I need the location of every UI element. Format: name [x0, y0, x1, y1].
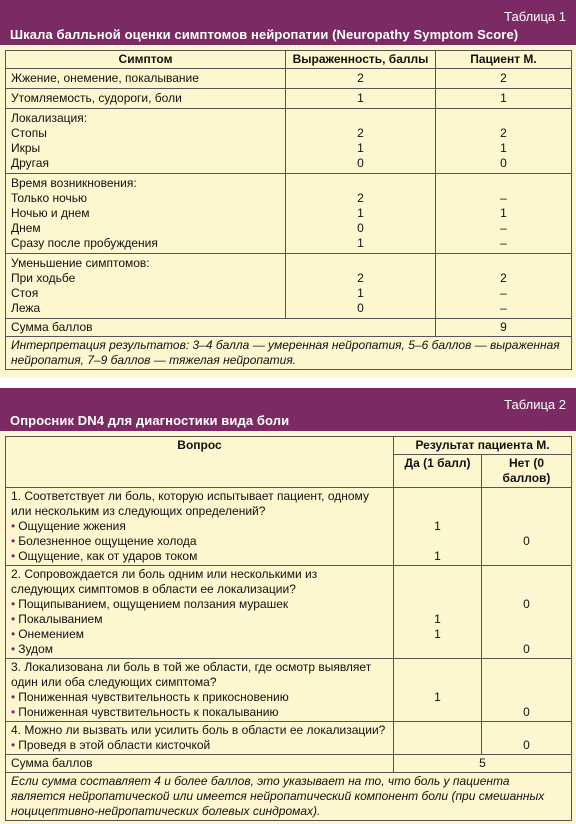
- col-header-question: Вопрос: [6, 437, 394, 488]
- symptom-cell: [6, 89, 286, 109]
- patient-value: 1: [500, 91, 507, 105]
- patient-value: [441, 256, 566, 271]
- spacer: [399, 582, 476, 597]
- patient-value: 2: [500, 271, 507, 285]
- question-row: [6, 488, 572, 566]
- yes-cell: [394, 659, 482, 722]
- patient-value: 0: [500, 156, 507, 170]
- symptom-line: Сразу после пробуждения: [11, 236, 158, 250]
- severity-value: 2: [357, 191, 364, 205]
- col-header-result: Результат пациента М.: [394, 437, 572, 455]
- spacer: [487, 567, 566, 582]
- yes-value: [399, 642, 476, 657]
- spacer: [487, 675, 566, 690]
- col-header-patient: Пациент М.: [436, 51, 572, 69]
- symptom-line: Днем: [11, 221, 41, 235]
- option-item: [11, 549, 388, 564]
- bullet-icon: •: [11, 612, 16, 626]
- bullet-icon: •: [11, 642, 16, 656]
- no-value: 0: [523, 705, 530, 719]
- no-value: [487, 627, 566, 642]
- option-label: Пощипыванием, ощущением ползания мурашек: [18, 597, 289, 611]
- no-cell: [482, 488, 572, 566]
- table1-panel: [0, 0, 576, 378]
- yes-cell: [394, 488, 482, 566]
- symptom-line: Икры: [11, 141, 41, 155]
- question-row: [6, 722, 572, 755]
- severity-value: [291, 176, 430, 191]
- patient-value: 2: [500, 71, 507, 85]
- option-item: [11, 627, 388, 642]
- option-label: Болезненное ощущение холода: [18, 534, 197, 548]
- severity-value: 0: [357, 221, 364, 235]
- symptom-row: [6, 254, 572, 319]
- bullet-icon: •: [11, 705, 16, 719]
- spacer: [487, 489, 566, 504]
- severity-cell: [286, 89, 436, 109]
- symptom-line: Локализация:: [11, 111, 88, 125]
- option-label: Пониженная чувствительность к покалыванию: [18, 705, 279, 719]
- no-value: 0: [523, 738, 530, 752]
- yes-cell: [394, 566, 482, 659]
- table2-sum-value: 5: [394, 755, 572, 773]
- patient-value: 1: [500, 206, 507, 220]
- patient-cell: [436, 69, 572, 89]
- symptom-row: [6, 109, 572, 174]
- option-label: Зудом: [18, 642, 53, 656]
- option-label: Пониженная чувствительность к прикосновению: [18, 690, 289, 704]
- option-item: [11, 612, 388, 627]
- yes-value: 1: [434, 549, 441, 563]
- spacer: [399, 504, 476, 519]
- yes-value: 1: [434, 519, 441, 533]
- table1-header-bar: [0, 0, 576, 45]
- option-item: [11, 642, 388, 657]
- table1-interpretation-note: Интерпретация результатов: 3–4 балла — умеренная нейропатия, 5–6 баллов — выраженная нейропатия, 7–9 баллов — тяжелая нейропатия.: [6, 337, 572, 370]
- patient-value: 1: [500, 141, 507, 155]
- severity-value: 1: [357, 141, 364, 155]
- bullet-icon: •: [11, 738, 16, 752]
- patient-value: –: [500, 221, 507, 235]
- option-label: Проведя в этой области кисточкой: [18, 738, 211, 752]
- question-text-line: 4. Можно ли вызвать или усилить боль в области ее локализации?: [11, 723, 386, 737]
- no-cell: [482, 722, 572, 755]
- symptom-row: [6, 174, 572, 254]
- question-text-line: один или оба следующих симптома?: [11, 675, 217, 689]
- patient-value: [441, 111, 566, 126]
- symptom-line: Стопы: [11, 126, 47, 140]
- patient-value: [441, 176, 566, 191]
- dn4-questionnaire-table: [5, 436, 572, 821]
- option-item: [11, 705, 388, 720]
- severity-value: 1: [357, 206, 364, 220]
- symptom-line: Только ночью: [11, 191, 87, 205]
- table2-sum-label: Сумма баллов: [6, 755, 394, 773]
- table2-title: Опросник DN4 для диагностики вида боли: [10, 413, 290, 428]
- symptom-cell: [6, 109, 286, 174]
- col-header-severity: Выраженность, баллы: [286, 51, 436, 69]
- patient-value: –: [500, 301, 507, 315]
- yes-value: 1: [434, 612, 441, 626]
- question-row: [6, 659, 572, 722]
- symptom-line: Ночью и днем: [11, 206, 90, 220]
- option-item: [11, 690, 388, 705]
- table2-header-bar: [0, 388, 576, 431]
- patient-value: 2: [500, 126, 507, 140]
- option-label: Ощущение жжения: [18, 519, 126, 533]
- table2-number: Таблица 2: [504, 397, 566, 412]
- bullet-icon: •: [11, 597, 16, 611]
- severity-value: 1: [357, 236, 364, 250]
- question-text-line: следующих симптомов в области ее локализации?: [11, 582, 296, 596]
- bullet-icon: •: [11, 534, 16, 548]
- yes-value: [399, 738, 476, 753]
- symptom-cell: [6, 174, 286, 254]
- bullet-icon: •: [11, 519, 16, 533]
- symptom-line: Стоя: [11, 286, 39, 300]
- table1-number: Таблица 1: [504, 9, 566, 24]
- no-value: [487, 690, 566, 705]
- no-cell: [482, 659, 572, 722]
- option-item: [11, 738, 388, 753]
- col-header-no: Нет (0 баллов): [482, 455, 572, 488]
- bullet-icon: •: [11, 627, 16, 641]
- severity-value: 2: [357, 126, 364, 140]
- bullet-icon: •: [11, 690, 16, 704]
- option-label: Ощущение, как от ударов током: [18, 549, 198, 563]
- question-text-line: 1. Соответствует ли боль, которую испытывает пациент, одному: [11, 489, 369, 503]
- patient-value: –: [500, 191, 507, 205]
- col-header-yes: Да (1 балл): [394, 455, 482, 488]
- spacer: [399, 723, 476, 738]
- no-value: 0: [523, 534, 530, 548]
- severity-value: 1: [357, 91, 364, 105]
- table1-title: Шкала балльной оценки симптомов нейропатии (Neuropathy Symptom Score): [10, 27, 519, 42]
- question-text-line: 2. Сопровождается ли боль одним или несколькими из: [11, 567, 318, 581]
- symptom-cell: [6, 254, 286, 319]
- severity-value: 0: [357, 156, 364, 170]
- question-row: [6, 566, 572, 659]
- table1-sum-label: Сумма баллов: [6, 319, 436, 337]
- severity-value: 1: [357, 286, 364, 300]
- spacer: [487, 504, 566, 519]
- symptom-row: [6, 89, 572, 109]
- symptom-line: Лежа: [11, 301, 41, 315]
- severity-cell: [286, 109, 436, 174]
- no-cell: [482, 566, 572, 659]
- question-cell: [6, 566, 394, 659]
- spacer: [399, 660, 476, 675]
- question-text-line: или нескольким из следующих определений?: [11, 504, 266, 518]
- severity-value: 0: [357, 301, 364, 315]
- question-cell: [6, 488, 394, 566]
- severity-value: [291, 256, 430, 271]
- severity-cell: [286, 174, 436, 254]
- spacer: [399, 567, 476, 582]
- patient-cell: [436, 174, 572, 254]
- table2-panel: [0, 388, 576, 824]
- spacer: [399, 489, 476, 504]
- option-item: [11, 534, 388, 549]
- no-value: [487, 549, 566, 564]
- yes-value: [399, 597, 476, 612]
- symptom-line: При ходьбе: [11, 271, 76, 285]
- question-text-line: 3. Локализована ли боль в той же области, где осмотр выявляет: [11, 660, 372, 674]
- symptom-line: Другая: [11, 156, 49, 170]
- question-cell: [6, 659, 394, 722]
- no-value: [487, 612, 566, 627]
- yes-value: [399, 705, 476, 720]
- option-label: Покалыванием: [18, 612, 103, 626]
- no-value: [487, 519, 566, 534]
- severity-value: [291, 111, 430, 126]
- option-item: [11, 519, 388, 534]
- option-label: Онемением: [18, 627, 85, 641]
- yes-value: 1: [434, 627, 441, 641]
- question-cell: [6, 722, 394, 755]
- symptom-line: Уменьшение симптомов:: [11, 256, 150, 270]
- spacer: [487, 582, 566, 597]
- severity-cell: [286, 69, 436, 89]
- col-header-symptom: Симптом: [6, 51, 286, 69]
- spacer: [487, 660, 566, 675]
- patient-value: –: [500, 236, 507, 250]
- option-item: [11, 597, 388, 612]
- no-value: 0: [523, 642, 530, 656]
- patient-cell: [436, 254, 572, 319]
- table1-sum-value: 9: [436, 319, 572, 337]
- severity-value: 2: [357, 71, 364, 85]
- bullet-icon: •: [11, 549, 16, 563]
- patient-cell: [436, 89, 572, 109]
- severity-cell: [286, 254, 436, 319]
- yes-value: [399, 534, 476, 549]
- patient-cell: [436, 109, 572, 174]
- neuropathy-symptom-score-table: [5, 50, 572, 370]
- patient-value: –: [500, 286, 507, 300]
- symptom-cell: [6, 69, 286, 89]
- symptom-line: Утомляемость, судороги, боли: [11, 91, 182, 105]
- symptom-line: Жжение, онемение, покалывание: [11, 71, 199, 85]
- yes-cell: [394, 722, 482, 755]
- severity-value: 2: [357, 271, 364, 285]
- yes-value: 1: [434, 690, 441, 704]
- spacer: [487, 723, 566, 738]
- symptom-line: Время возникновения:: [11, 176, 137, 190]
- spacer: [399, 675, 476, 690]
- symptom-row: [6, 69, 572, 89]
- table2-interpretation-note: Если сумма составляет 4 и более баллов, это указывает на то, что боль у пациента является нейропатической или имеется нейропатический компонент боли (при смешанных ноцицептивно-нейропатических болевых синдромах).: [6, 773, 572, 821]
- no-value: 0: [523, 597, 530, 611]
